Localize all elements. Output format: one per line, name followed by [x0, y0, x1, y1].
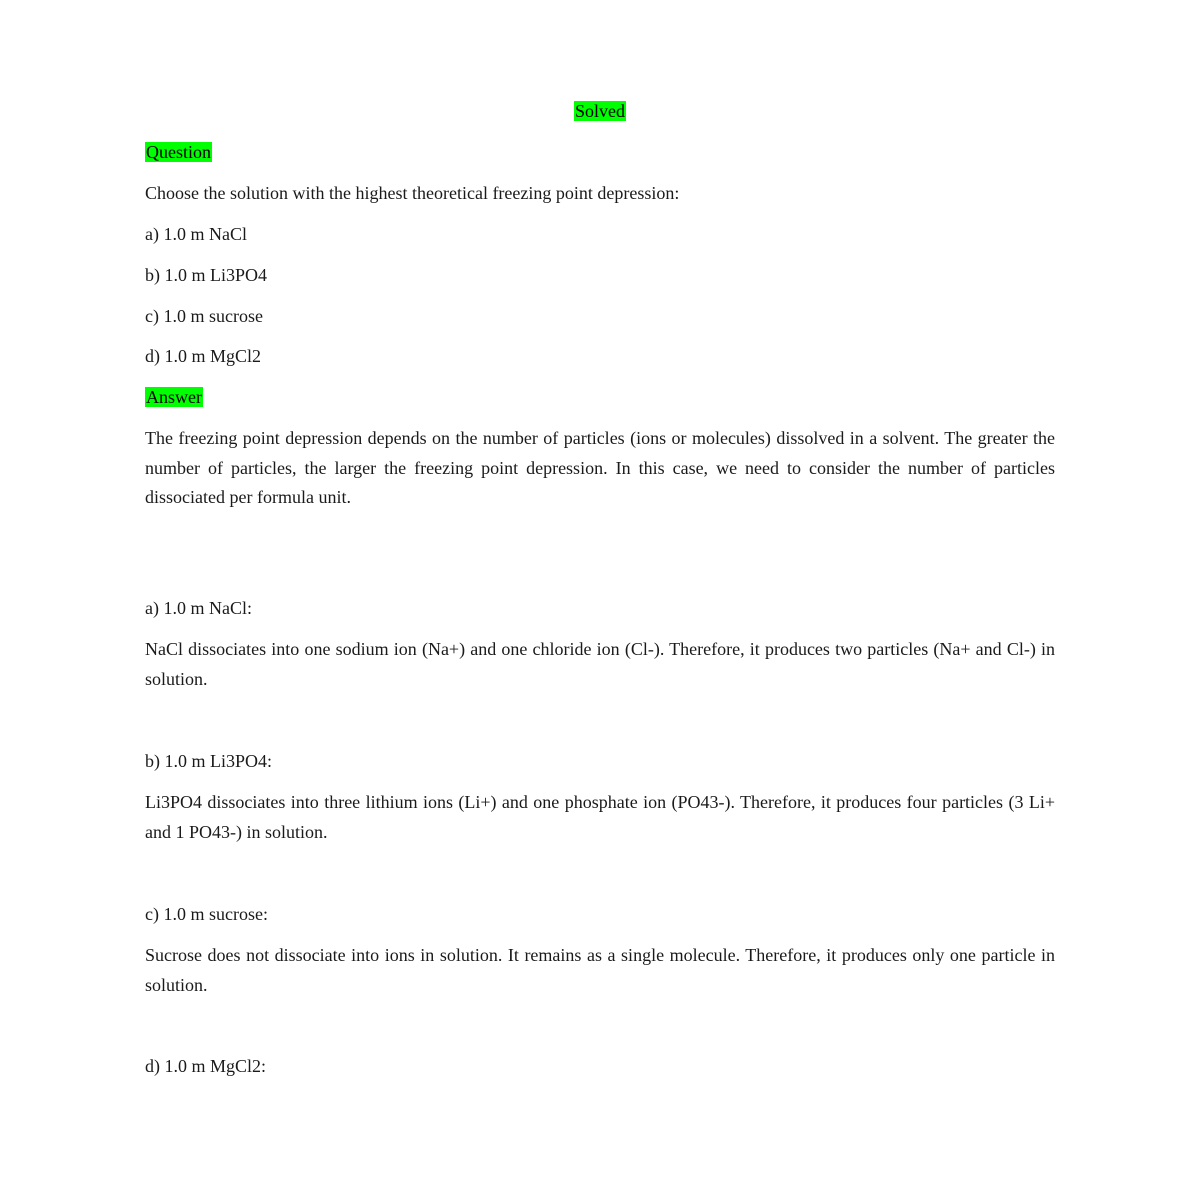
explanation-c-text: Sucrose does not dissociate into ions in solution. It remains as a single molecule. Therefore, it produces only one particle in solution.: [145, 945, 1055, 995]
answer-heading-label: Answer: [146, 387, 202, 407]
option-c: c) 1.0 m sucrose: [145, 306, 263, 326]
explanation-c-heading: c) 1.0 m sucrose:: [145, 904, 268, 924]
explanation-a-heading: a) 1.0 m NaCl:: [145, 598, 252, 618]
answer-intro: The freezing point depression depends on the number of particles (ions or molecules) dissolved in a solvent. The greater the number of particles, the larger the freezing point depression. In this case, we need to consider the number of particles dissociated per formula unit.: [145, 428, 1055, 507]
explanation-b-heading: b) 1.0 m Li3PO4:: [145, 751, 273, 771]
explanation-a-text: NaCl dissociates into one sodium ion (Na+) and one chloride ion (Cl-). Therefore, it produces two particles (Na+ and Cl-) in solution.: [145, 639, 1055, 689]
explanation-d-heading: d) 1.0 m MgCl2:: [145, 1056, 267, 1076]
option-b: b) 1.0 m Li3PO4: [145, 265, 268, 285]
question-heading: [145, 141, 212, 163]
page-title: [145, 100, 1055, 122]
option-d: d) 1.0 m MgCl2: [145, 346, 262, 366]
explanation-b-text: Li3PO4 dissociates into three lithium ions (Li+) and one phosphate ion (PO43-). Therefore, it produces four particles (3 Li+ and 1 PO43-) in solution.: [145, 792, 1055, 842]
answer-heading: [145, 386, 203, 408]
question-text: Choose the solution with the highest theoretical freezing point depression:: [145, 183, 680, 203]
title-highlight: Solved: [574, 101, 625, 121]
option-a: a) 1.0 m NaCl: [145, 224, 247, 244]
question-heading-label: Question: [146, 142, 211, 162]
